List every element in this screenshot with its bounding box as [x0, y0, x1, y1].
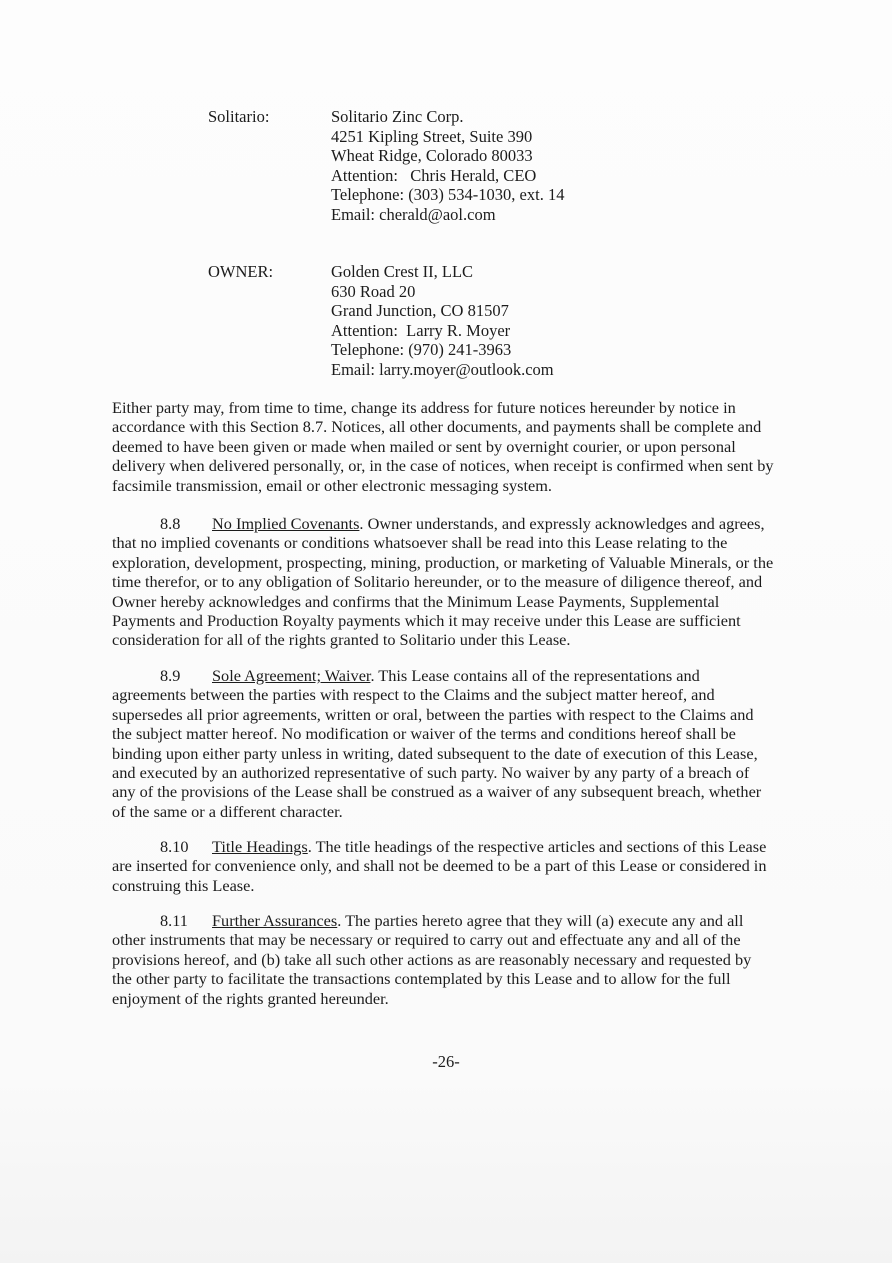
address-line: Attention: Chris Herald, CEO — [331, 165, 537, 185]
address-line: Email: cherald@aol.com — [331, 204, 496, 224]
section-8-9 — [112, 666, 774, 821]
section-body: . The title headings of the respective articles and sections of this Lease are inserted for convenience only, and shall not be deemed to be a part of this Lease or considered in construing this Lease. — [112, 837, 767, 895]
address-line: Email: larry.moyer@outlook.com — [331, 359, 554, 379]
notice-address-lines — [331, 107, 564, 224]
section-number: 8.8 — [160, 514, 181, 533]
address-line: Grand Junction, CO 81507 — [331, 301, 509, 320]
address-line: 630 Road 20 — [331, 281, 416, 301]
address-line: Solitario Zinc Corp. — [331, 107, 464, 126]
section-number: 8.9 — [160, 666, 181, 685]
address-line: Golden Crest II, LLC — [331, 262, 474, 281]
address-line: Wheat Ridge, Colorado 80033 — [331, 146, 533, 165]
section-heading: Sole Agreement; Waiver — [212, 666, 371, 685]
notice-closing-paragraph: Either party may, from time to time, change its address for future notices hereunder by notice in accordance with this Section 8.7. Notices, all other documents, and payments shall be complete and deemed to have been given or made when mailed or sent by overnight courier, or upon personal delivery when delivered personally, or, in the case of notices, when receipt is confirmed when sent by facsimile transmission, email or other electronic messaging system. — [112, 398, 774, 495]
notice-party-label: OWNER: — [208, 262, 274, 281]
section-body: . The parties hereto agree that they will (a) execute any and all other instruments that may be necessary or required to carry out and effectuate any and all of the provisions hereof, and (b) take all such other actions as are reasonably necessary and requested by the other party to facilitate the transactions contemplated by this Lease and to allow for the full enjoyment of the rights granted hereunder. — [112, 911, 752, 1008]
section-body: . This Lease contains all of the representations and agreements between the parties with respect to the Claims and the subject matter hereof, and supersedes all prior agreements, written or oral, between the parties with respect to the Claims and the subject matter hereof. No modification or waiver of the terms and conditions hereof shall be binding upon either party unless in writing, dated subsequent to the date of execution of this Lease, and executed by an authorized representative of such party. No waiver by any party of a breach of any of the provisions of the Lease shall be construed as a waiver of any subsequent breach, whether of the same or a different character. — [112, 666, 762, 821]
section-heading: Title Headings — [212, 837, 308, 856]
section-heading: No Implied Covenants — [212, 514, 360, 533]
section-heading: Further Assurances — [212, 911, 338, 930]
section-number: 8.11 — [160, 911, 188, 930]
address-line: Telephone: (970) 241-3963 — [331, 340, 512, 359]
section-8-11 — [112, 911, 774, 1008]
address-line: Telephone: (303) 534-1030, ext. 14 — [331, 185, 565, 204]
section-body: . Owner understands, and expressly acknowledges and agrees, that no implied covenants or conditions whatsoever shall be read into this Lease relating to the exploration, development, prospecting, mining, production, or marketing of Valuable Minerals, or the time therefor, or to any obligation of Solitario hereunder, or to the measure of diligence thereof, and Owner hereby acknowledges and confirms that the Minimum Lease Payments, Supplemental Payments and Production Royalty payments which it may receive under this Lease are sufficient consideration for all of the rights granted to Solitario under this Lease. — [112, 514, 774, 650]
notice-party-label: Solitario: — [208, 107, 270, 126]
section-8-8 — [112, 514, 774, 650]
section-number: 8.10 — [160, 837, 189, 856]
notice-address-lines — [331, 262, 554, 379]
section-8-10 — [112, 837, 774, 895]
page-number: -26- — [432, 1052, 460, 1071]
address-line: 4251 Kipling Street, Suite 390 — [331, 126, 533, 146]
address-line: Attention: Larry R. Moyer — [331, 320, 511, 340]
